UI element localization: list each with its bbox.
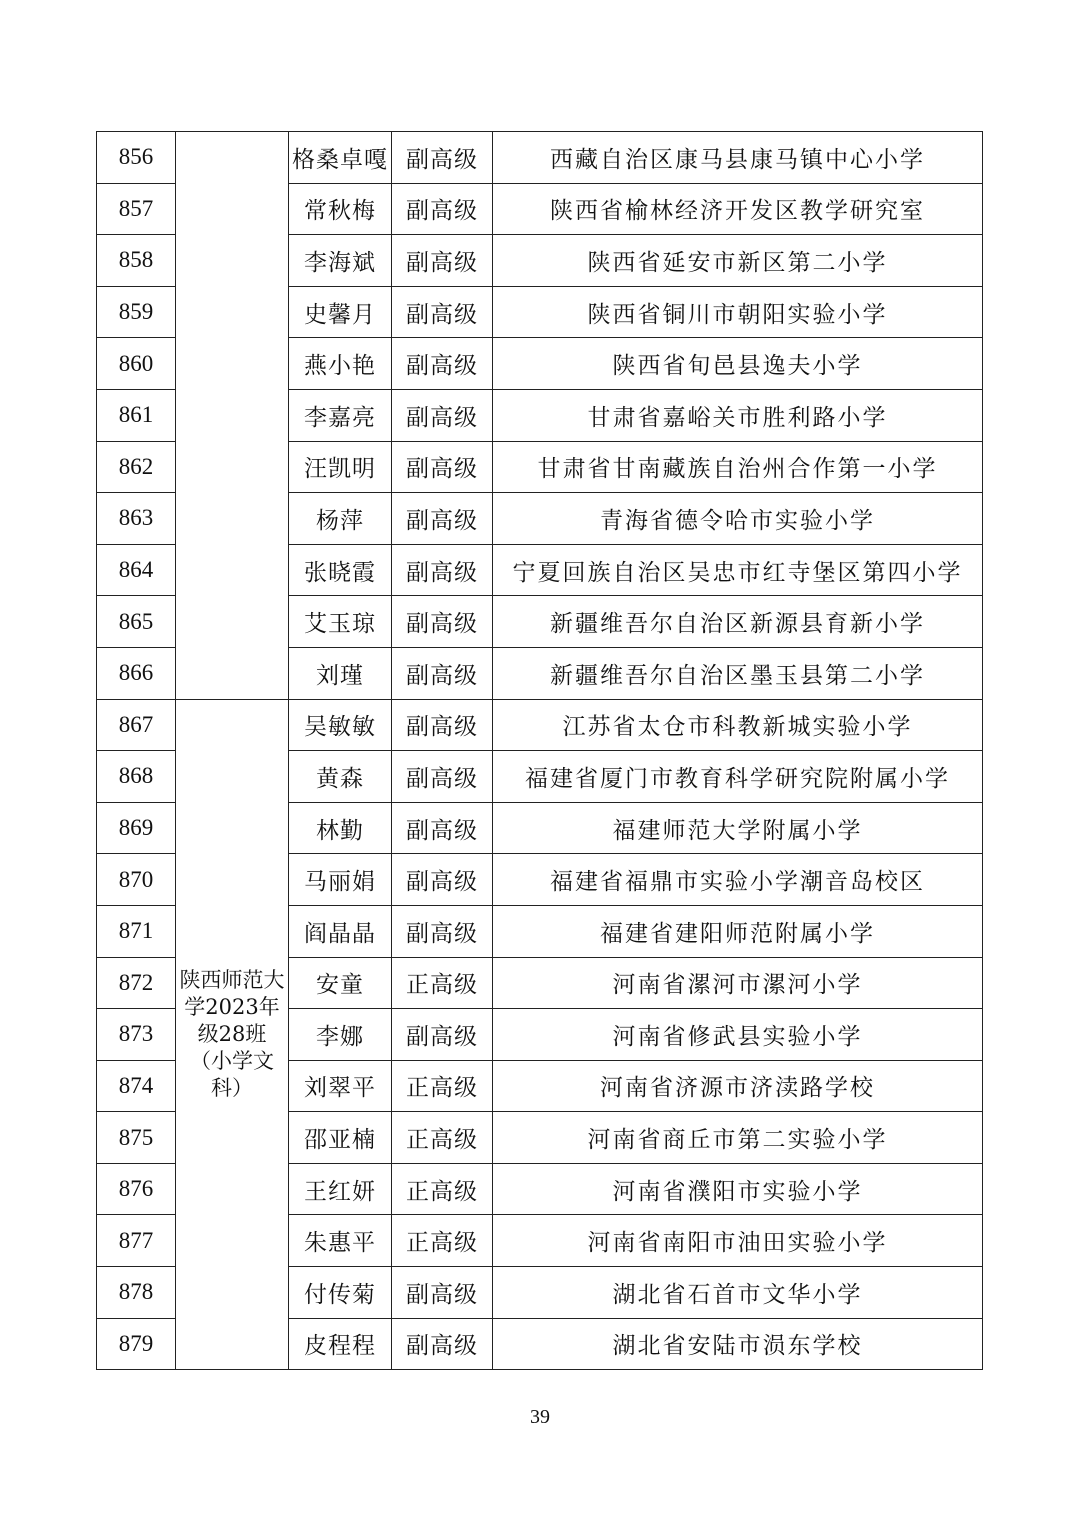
serial-number-cell: 873 xyxy=(97,1009,176,1061)
serial-number-cell: 871 xyxy=(97,905,176,957)
school-unit-cell: 湖北省安陆市涢东学校 xyxy=(493,1318,983,1370)
title-rank-cell: 副高级 xyxy=(392,389,493,441)
serial-number-cell: 865 xyxy=(97,596,176,648)
name-cell: 李娜 xyxy=(289,1009,392,1061)
title-rank-cell: 副高级 xyxy=(392,441,493,493)
serial-number-cell: 857 xyxy=(97,183,176,235)
name-cell: 邵亚楠 xyxy=(289,1112,392,1164)
serial-number-cell: 879 xyxy=(97,1318,176,1370)
title-rank-cell: 副高级 xyxy=(392,905,493,957)
serial-number-cell: 875 xyxy=(97,1112,176,1164)
school-unit-cell: 湖北省石首市文华小学 xyxy=(493,1267,983,1319)
name-cell: 格桑卓嘎 xyxy=(289,132,392,184)
title-rank-cell: 副高级 xyxy=(392,338,493,390)
school-unit-cell: 福建省福鼎市实验小学潮音岛校区 xyxy=(493,854,983,906)
serial-number-cell: 868 xyxy=(97,751,176,803)
school-unit-cell: 陕西省旬邑县逸夫小学 xyxy=(493,338,983,390)
title-rank-cell: 正高级 xyxy=(392,1163,493,1215)
name-cell: 朱惠平 xyxy=(289,1215,392,1267)
name-cell: 安童 xyxy=(289,957,392,1009)
name-cell: 林勤 xyxy=(289,802,392,854)
school-unit-cell: 陕西省榆林经济开发区教学研究室 xyxy=(493,183,983,235)
name-cell: 吴敏敏 xyxy=(289,699,392,751)
name-cell: 汪凯明 xyxy=(289,441,392,493)
serial-number-cell: 862 xyxy=(97,441,176,493)
name-cell: 刘瑾 xyxy=(289,647,392,699)
name-cell: 皮程程 xyxy=(289,1318,392,1370)
name-cell: 付传菊 xyxy=(289,1267,392,1319)
roster-table xyxy=(96,131,983,1370)
class-cell xyxy=(176,699,289,1370)
name-cell: 史馨月 xyxy=(289,286,392,338)
name-cell: 阎晶晶 xyxy=(289,905,392,957)
serial-number-cell: 856 xyxy=(97,132,176,184)
name-cell: 常秋梅 xyxy=(289,183,392,235)
title-rank-cell: 正高级 xyxy=(392,957,493,1009)
school-unit-cell: 青海省德令哈市实验小学 xyxy=(493,493,983,545)
school-unit-cell: 江苏省太仓市科教新城实验小学 xyxy=(493,699,983,751)
school-unit-cell: 陕西省铜川市朝阳实验小学 xyxy=(493,286,983,338)
serial-number-cell: 866 xyxy=(97,647,176,699)
serial-number-cell: 869 xyxy=(97,802,176,854)
serial-number-cell: 867 xyxy=(97,699,176,751)
title-rank-cell: 副高级 xyxy=(392,132,493,184)
name-cell: 李嘉亮 xyxy=(289,389,392,441)
table-row xyxy=(97,699,983,751)
title-rank-cell: 副高级 xyxy=(392,1318,493,1370)
name-cell: 杨萍 xyxy=(289,493,392,545)
name-cell: 马丽娟 xyxy=(289,854,392,906)
class-cell xyxy=(176,132,289,700)
name-cell: 刘翠平 xyxy=(289,1060,392,1112)
page-number: 39 xyxy=(530,1406,550,1428)
name-cell: 燕小艳 xyxy=(289,338,392,390)
serial-number-cell: 874 xyxy=(97,1060,176,1112)
serial-number-cell: 864 xyxy=(97,544,176,596)
school-unit-cell: 福建省厦门市教育科学研究院附属小学 xyxy=(493,751,983,803)
name-cell: 黄森 xyxy=(289,751,392,803)
school-unit-cell: 河南省南阳市油田实验小学 xyxy=(493,1215,983,1267)
title-rank-cell: 正高级 xyxy=(392,1215,493,1267)
serial-number-cell: 863 xyxy=(97,493,176,545)
school-unit-cell: 福建师范大学附属小学 xyxy=(493,802,983,854)
name-cell: 张晓霞 xyxy=(289,544,392,596)
title-rank-cell: 正高级 xyxy=(392,1060,493,1112)
roster-table-body xyxy=(97,132,983,1370)
title-rank-cell: 副高级 xyxy=(392,544,493,596)
title-rank-cell: 副高级 xyxy=(392,647,493,699)
title-rank-cell: 副高级 xyxy=(392,854,493,906)
school-unit-cell: 河南省商丘市第二实验小学 xyxy=(493,1112,983,1164)
title-rank-cell: 副高级 xyxy=(392,1009,493,1061)
title-rank-cell: 正高级 xyxy=(392,1112,493,1164)
name-cell: 王红妍 xyxy=(289,1163,392,1215)
title-rank-cell: 副高级 xyxy=(392,183,493,235)
class-label: 陕西师范大学2023年级28班（小学文科） xyxy=(179,967,285,1100)
title-rank-cell: 副高级 xyxy=(392,1267,493,1319)
school-unit-cell: 河南省漯河市漯河小学 xyxy=(493,957,983,1009)
serial-number-cell: 878 xyxy=(97,1267,176,1319)
school-unit-cell: 西藏自治区康马县康马镇中心小学 xyxy=(493,132,983,184)
school-unit-cell: 新疆维吾尔自治区墨玉县第二小学 xyxy=(493,647,983,699)
serial-number-cell: 877 xyxy=(97,1215,176,1267)
name-cell: 李海斌 xyxy=(289,235,392,287)
serial-number-cell: 876 xyxy=(97,1163,176,1215)
name-cell: 艾玉琼 xyxy=(289,596,392,648)
school-unit-cell: 河南省济源市济渎路学校 xyxy=(493,1060,983,1112)
school-unit-cell: 河南省修武县实验小学 xyxy=(493,1009,983,1061)
school-unit-cell: 新疆维吾尔自治区新源县育新小学 xyxy=(493,596,983,648)
title-rank-cell: 副高级 xyxy=(392,286,493,338)
school-unit-cell: 河南省濮阳市实验小学 xyxy=(493,1163,983,1215)
title-rank-cell: 副高级 xyxy=(392,802,493,854)
school-unit-cell: 宁夏回族自治区吴忠市红寺堡区第四小学 xyxy=(493,544,983,596)
table-row xyxy=(97,132,983,184)
serial-number-cell: 870 xyxy=(97,854,176,906)
serial-number-cell: 859 xyxy=(97,286,176,338)
school-unit-cell: 福建省建阳师范附属小学 xyxy=(493,905,983,957)
school-unit-cell: 陕西省延安市新区第二小学 xyxy=(493,235,983,287)
school-unit-cell: 甘肃省甘南藏族自治州合作第一小学 xyxy=(493,441,983,493)
title-rank-cell: 副高级 xyxy=(392,596,493,648)
title-rank-cell: 副高级 xyxy=(392,699,493,751)
title-rank-cell: 副高级 xyxy=(392,751,493,803)
serial-number-cell: 858 xyxy=(97,235,176,287)
title-rank-cell: 副高级 xyxy=(392,235,493,287)
school-unit-cell: 甘肃省嘉峪关市胜利路小学 xyxy=(493,389,983,441)
serial-number-cell: 861 xyxy=(97,389,176,441)
title-rank-cell: 副高级 xyxy=(392,493,493,545)
serial-number-cell: 860 xyxy=(97,338,176,390)
serial-number-cell: 872 xyxy=(97,957,176,1009)
